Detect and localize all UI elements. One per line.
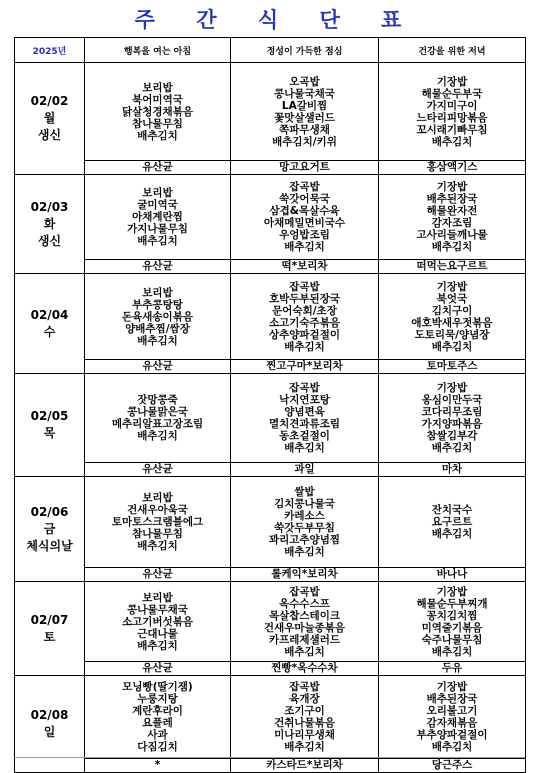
menu-item: 우엉밥조림: [279, 229, 330, 241]
menu-item: 보리밥: [142, 81, 173, 94]
bottom-divider: [14, 757, 525, 758]
menu-item: 배추김치: [431, 645, 473, 658]
menu-item: 배추김치: [431, 135, 473, 148]
menu-item: 닭살청경채볶음: [121, 105, 193, 118]
menu-item: 배추된장국: [426, 193, 478, 205]
day-snack-row: [15, 759, 526, 773]
menu-item: 감자채볶음: [426, 717, 478, 729]
day-snack-row: [15, 463, 526, 477]
day-date: 02/08: [30, 708, 69, 722]
menu-item: 보리밥: [142, 492, 173, 504]
menu-item: 꽁치김치찜: [426, 609, 478, 622]
menu-item: 기장밥: [436, 382, 468, 394]
menu-item: 건새우아욱국: [127, 504, 188, 516]
day-cell: [15, 63, 85, 175]
menu-item: 건새우마늘종볶음: [263, 621, 346, 634]
day-cell: [15, 274, 85, 374]
breakfast-cell: [85, 582, 231, 662]
snack-cell: 홍삼액기스: [379, 161, 526, 175]
menu-item: 참쌀김부각: [426, 430, 478, 442]
menu-item: 잡곡밥: [289, 181, 320, 193]
day-date: 02/07: [30, 612, 69, 627]
day-weekday: 수: [43, 324, 56, 339]
menu-item: 쑥갓어묵국: [279, 193, 330, 205]
menu-item: 다짐김치: [137, 741, 178, 753]
snack-cell: 유산균: [85, 260, 231, 274]
snack-cell: 토마토주스: [379, 360, 526, 374]
menu-item: 잡곡밥: [289, 280, 320, 293]
menu-item: 배추김치: [137, 129, 178, 142]
day-weekday: 금: [43, 521, 56, 536]
lunch-cell: [231, 274, 379, 360]
menu-item: 멸치견과류조림: [268, 418, 340, 430]
menu-item: 배추김치: [137, 540, 178, 552]
day-date: 02/04: [30, 307, 69, 322]
menu-item: 호박두부된장국: [268, 292, 340, 305]
menu-item: 해물완자전: [426, 205, 478, 217]
snack-cell: 망고요거트: [231, 161, 379, 175]
menu-item: 잡곡밥: [289, 382, 320, 394]
lunch-cell: [231, 477, 379, 568]
day-meal-row: [15, 374, 526, 463]
snack-cell: 떡*보리차: [231, 260, 379, 274]
menu-item: 배추김치/키위: [272, 135, 337, 148]
menu-item: 기장밥: [436, 181, 468, 193]
menu-item: 배추김치: [137, 235, 178, 247]
menu-item: 배추김치: [284, 241, 325, 253]
day-date: 02/05: [30, 409, 69, 423]
menu-item: 카레소스: [284, 510, 325, 522]
day-note: 생신: [37, 233, 62, 248]
menu-item: 참나물무침: [132, 117, 183, 130]
lunch-cell: [231, 63, 379, 161]
menu-item: 부추양파겉절이: [416, 729, 488, 741]
menu-item: 쑥갓두부무침: [274, 522, 335, 534]
menu-item: 삼겹&목살수육: [269, 205, 340, 217]
snack-cell: 유산균: [85, 463, 231, 477]
menu-item: 기장밥: [436, 585, 468, 598]
page-title: 주 간 식 단 표: [134, 8, 419, 32]
menu-item: 상추양파겉절이: [268, 328, 340, 341]
menu-item: 아채메밀면비국수: [263, 217, 346, 229]
dinner-cell: [379, 274, 526, 360]
menu-item: 참나물무침: [132, 528, 183, 540]
dinner-header: 건강을 위한 저녁: [379, 38, 526, 63]
menu-item: 북어미역국: [132, 93, 183, 106]
menu-item: 배추김치: [431, 741, 473, 753]
menu-item: 소고기버섯볶음: [121, 615, 193, 628]
menu-item: 배추김치: [284, 442, 325, 454]
breakfast-header: 행복을 여는 아침: [85, 38, 231, 63]
menu-item: 옥수수스프: [279, 597, 330, 610]
snack-cell: *: [85, 759, 231, 773]
menu-item: 콩나물맑은국: [127, 406, 188, 418]
lunch-cell: [231, 374, 379, 463]
menu-item: 배추김치: [284, 340, 325, 353]
menu-item: 배추김치: [137, 639, 178, 652]
menu-item: 조기구이: [284, 705, 325, 717]
day-date: 02/02: [30, 94, 69, 108]
lunch-cell: [231, 582, 379, 662]
day-cell: [15, 175, 85, 274]
menu-item: 소고기숙주볶음: [268, 316, 340, 329]
snack-cell: 찐고구마*보리차: [231, 360, 379, 374]
menu-item: 배추김치: [284, 546, 325, 558]
day-meal-row: [15, 274, 526, 360]
menu-item: 카프레제샐러드: [268, 633, 340, 646]
menu-item: 해물순두부국: [421, 87, 483, 100]
breakfast-cell: [85, 175, 231, 260]
menu-item: 쪽파무생채: [279, 123, 330, 136]
menu-item: 배추김치: [431, 442, 473, 454]
menu-item: 배추김치: [137, 334, 178, 347]
day-snack-row: [15, 260, 526, 274]
menu-item: 잡곡밥: [289, 585, 320, 598]
menu-item: 아채계란찜: [132, 211, 183, 223]
menu-item: 해물순두부찌개: [416, 597, 488, 610]
snack-cell: 찐빵*옥수수차: [231, 662, 379, 676]
menu-item: 육개장: [289, 693, 320, 705]
dinner-cell: [379, 582, 526, 662]
menu-item: 꽃맛살샐러드: [274, 111, 335, 124]
menu-item: 근대나물: [137, 627, 178, 640]
snack-cell: 마차: [379, 463, 526, 477]
menu-item: 보리밥: [142, 286, 173, 299]
menu-item: 문어숙회/초장: [272, 304, 337, 317]
dinner-cell: [379, 175, 526, 260]
menu-item: 돈육새송이볶음: [121, 310, 193, 323]
menu-item: 잔치국수: [431, 504, 473, 516]
menu-item: LA갈비찜: [281, 99, 328, 112]
menu-item: 쌀밥: [294, 486, 315, 498]
menu-item: 꽈리고추양념찜: [268, 534, 340, 546]
menu-item: 기장밥: [436, 280, 468, 293]
menu-item: 잣망콩죽: [137, 394, 178, 406]
breakfast-cell: [85, 63, 231, 161]
menu-item: 부추콩탕탕: [132, 298, 183, 311]
day-meal-row: [15, 175, 526, 260]
day-snack-row: [15, 161, 526, 175]
snack-cell: 바나나: [379, 568, 526, 582]
menu-item: 가지나물무침: [127, 223, 188, 235]
menu-item: 애호박새우젓볶음: [411, 316, 493, 329]
day-snack-row: [15, 662, 526, 676]
menu-item: 누룽지탕: [137, 693, 178, 705]
breakfast-cell: [85, 477, 231, 568]
day-note: 생신: [37, 128, 62, 142]
dinner-cell: [379, 63, 526, 161]
menu-item: 미역줄기볶음: [421, 621, 483, 634]
menu-item: 낙지연포탕: [279, 394, 330, 406]
snack-cell: 유산균: [85, 568, 231, 582]
menu-item: 김치콩나물국: [274, 498, 335, 510]
weekly-menu-table: [14, 37, 526, 773]
header-row: [15, 38, 526, 63]
snack-cell: 롤케익*보리차: [231, 568, 379, 582]
dinner-cell: [379, 374, 526, 463]
menu-item: 보리밥: [142, 187, 173, 199]
menu-item: 동초겉절이: [279, 430, 330, 442]
day-meal-row: [15, 63, 526, 161]
menu-item: 배추김치: [431, 528, 473, 540]
day-weekday: 일: [43, 725, 56, 739]
snack-cell: 떠먹는요구르트: [379, 260, 526, 274]
lunch-cell: [231, 175, 379, 260]
day-snack-row: [15, 360, 526, 374]
menu-item: 고사리들깨나물: [416, 229, 488, 241]
day-meal-row: [15, 676, 526, 759]
snack-cell: 유산균: [85, 360, 231, 374]
menu-item: 배추김치: [137, 430, 178, 442]
menu-item: 콩나물국채국: [274, 87, 335, 100]
day-weekday: 목: [43, 426, 56, 440]
menu-item: 토마토스크램블에그: [111, 516, 204, 528]
day-cell: [15, 582, 85, 676]
menu-item: 가지미구이: [426, 99, 478, 112]
menu-item: 기장밥: [436, 75, 468, 88]
menu-item: 배추김치: [284, 741, 325, 753]
menu-item: 사과: [147, 729, 168, 741]
menu-item: 목살찹스테이크: [268, 609, 340, 622]
menu-item: 배추김치: [431, 241, 473, 253]
menu-item: 배추김치: [431, 340, 473, 353]
menu-item: 김치구이: [431, 304, 473, 317]
menu-item: 배추김치: [284, 645, 325, 658]
year-header: 2025년: [15, 38, 85, 63]
menu-item: 도토리묵/양념장: [414, 328, 490, 341]
menu-item: 느타리피망볶음: [416, 111, 488, 124]
dinner-cell: [379, 477, 526, 568]
menu-item: 옹심이만두국: [421, 394, 483, 406]
lunch-header: 정성이 가득한 점심: [231, 38, 379, 63]
menu-item: 보리밥: [142, 591, 173, 604]
menu-item: 오리불고기: [426, 705, 478, 717]
snack-cell: 유산균: [85, 662, 231, 676]
menu-item: 코다리무조림: [421, 406, 483, 418]
day-weekday: 화: [43, 216, 56, 231]
breakfast-cell: [85, 374, 231, 463]
day-weekday: 월: [43, 111, 56, 125]
menu-item: 요구르트: [431, 516, 473, 528]
menu-item: 양배추찜/쌈장: [125, 322, 190, 335]
breakfast-cell: [85, 274, 231, 360]
day-date: 02/03: [30, 199, 69, 214]
snack-cell: 과일: [231, 463, 379, 477]
menu-item: 가지양파볶음: [421, 418, 483, 430]
menu-item: 계란후라이: [132, 705, 183, 717]
breakfast-cell: [85, 676, 231, 759]
day-cell: [15, 477, 85, 582]
snack-cell: 두유: [379, 662, 526, 676]
menu-item: 기장밥: [436, 681, 468, 693]
menu-item: 메추리알표고장조림: [111, 418, 204, 430]
menu-item: 요플레: [142, 717, 173, 729]
day-weekday: 토: [43, 629, 56, 644]
day-snack-row: [15, 568, 526, 582]
snack-cell: 카스타드*보리차: [231, 759, 379, 773]
day-note: 체식의날: [26, 538, 73, 553]
menu-item: 건취나물볶음: [274, 717, 335, 729]
snack-cell: 유산균: [85, 161, 231, 175]
menu-body: [15, 63, 526, 773]
menu-item: 감자조림: [431, 217, 473, 229]
menu-item: 양념편육: [284, 406, 325, 418]
menu-item: 콩나물무채국: [127, 603, 188, 616]
day-meal-row: [15, 477, 526, 568]
snack-cell: 당근주스: [379, 759, 526, 773]
menu-item: 모닝빵(딸기잼): [122, 681, 193, 693]
menu-item: 굴미역국: [137, 199, 178, 211]
day-date: 02/06: [30, 504, 69, 519]
menu-item: 숙주나물무침: [421, 633, 483, 646]
day-meal-row: [15, 582, 526, 662]
menu-item: 미나리무생채: [274, 729, 335, 741]
day-cell: [15, 374, 85, 477]
menu-item: 잡곡밥: [289, 681, 320, 693]
menu-item: 오곡밥: [289, 75, 320, 88]
menu-item: 북엇국: [436, 292, 468, 305]
lunch-cell: [231, 676, 379, 759]
menu-item: 꼬시래기빠무침: [416, 123, 488, 136]
dinner-cell: [379, 676, 526, 759]
menu-item: 배추된장국: [426, 693, 478, 705]
